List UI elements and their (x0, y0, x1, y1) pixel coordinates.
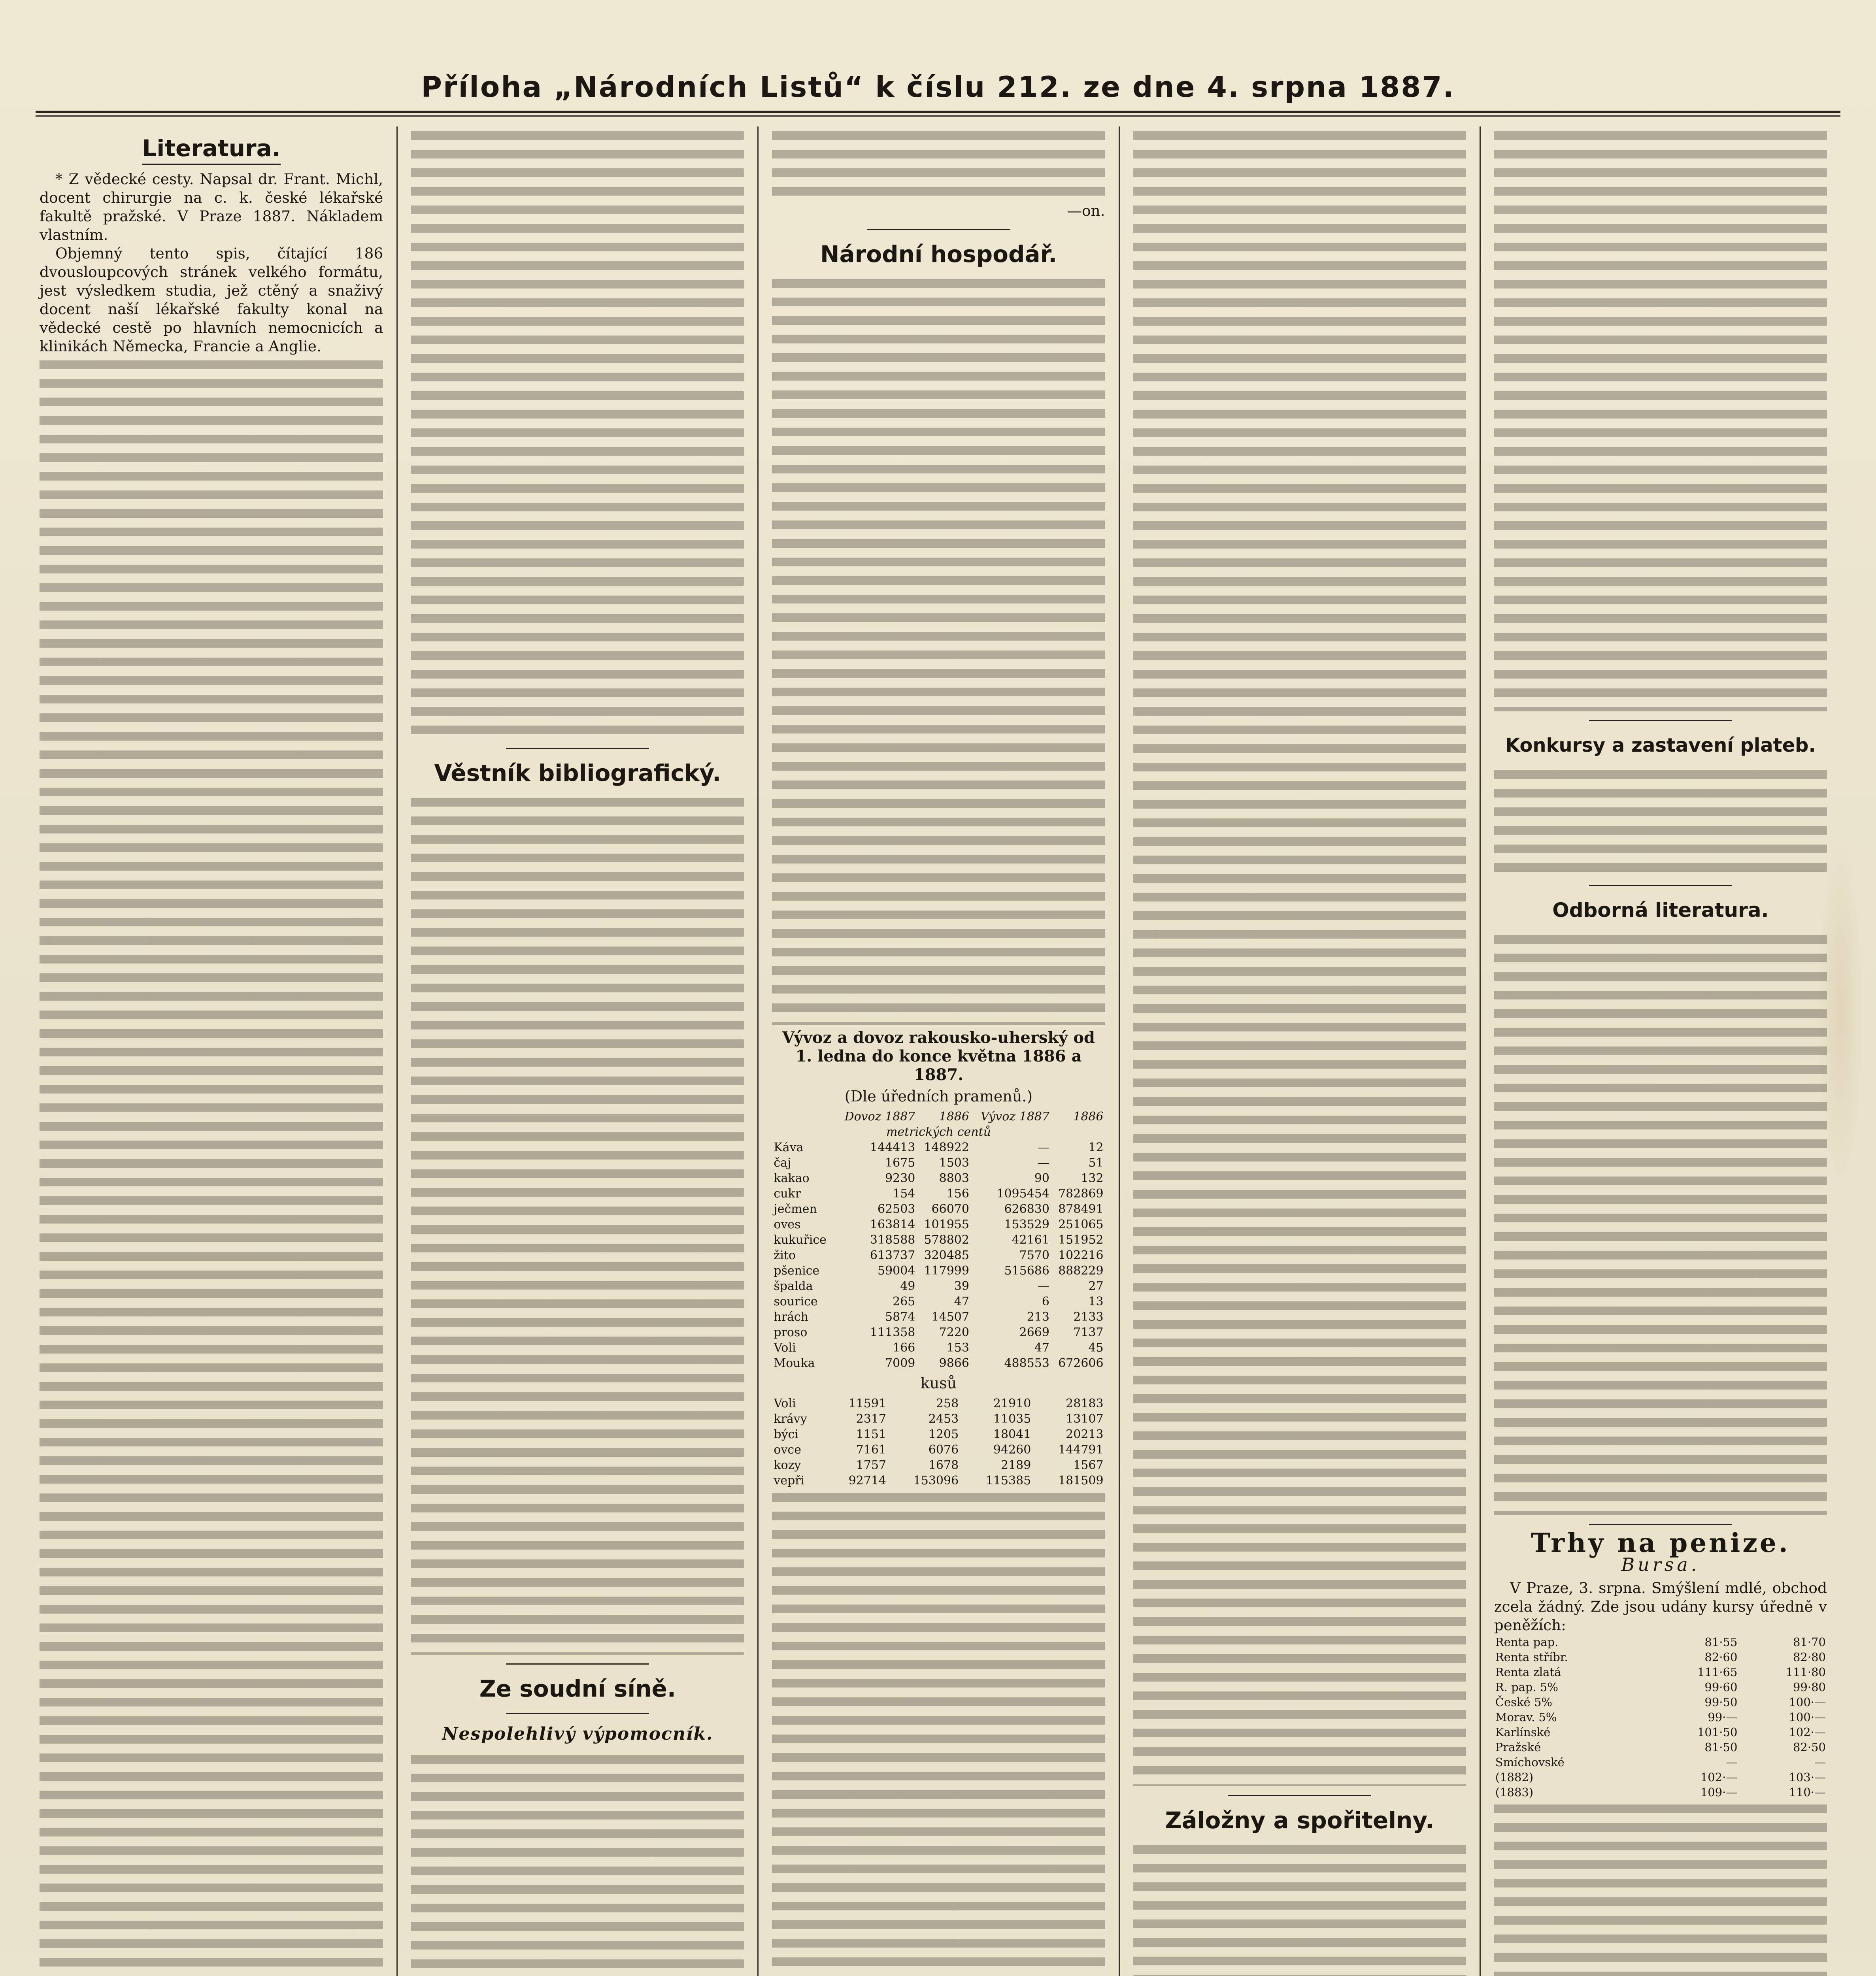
row-value: 90 (1034, 1171, 1049, 1185)
divider (867, 229, 1010, 230)
row-value: 144791 (1058, 1443, 1104, 1457)
row-value: 111358 (870, 1326, 915, 1339)
section-heading-konkursy: Konkursy a zastavení plateb. (1505, 734, 1816, 756)
row-label: kukuřice (774, 1233, 827, 1247)
row-value: 13 (1088, 1295, 1104, 1309)
row-value: 163814 (870, 1218, 915, 1231)
row-value: — (1037, 1156, 1049, 1170)
row-label: čaj (774, 1156, 791, 1170)
row-label: Smíchovské (1495, 1755, 1565, 1769)
article-text-block (1494, 126, 1827, 711)
trade-table-row (772, 1325, 1105, 1340)
exchange-row (1494, 1740, 1827, 1755)
article-text-block (40, 356, 383, 1976)
exchange-row (1494, 1785, 1827, 1800)
row-value: 28183 (1066, 1397, 1104, 1410)
column-1 (36, 126, 396, 1976)
exchange-row (1494, 1755, 1827, 1770)
row-value: 100·— (1789, 1710, 1826, 1724)
exchange-row (1494, 1770, 1827, 1785)
row-value: 117999 (924, 1264, 969, 1278)
row-value: 45 (1088, 1341, 1104, 1355)
divider (506, 1713, 649, 1714)
row-value: 9866 (939, 1356, 969, 1370)
row-value: 6 (1042, 1295, 1049, 1309)
exchange-row (1494, 1650, 1827, 1665)
court-report-text-block (411, 1750, 744, 1976)
row-value: 1095454 (997, 1187, 1049, 1201)
row-label: České 5% (1495, 1695, 1552, 1709)
section-heading-literatura: Literatura. (142, 133, 280, 165)
divider (1589, 1524, 1732, 1525)
divider (1589, 720, 1732, 721)
row-value: 148922 (924, 1141, 969, 1154)
row-value: — (1037, 1141, 1049, 1154)
row-label: špalda (774, 1279, 813, 1293)
row-value: 42161 (1012, 1233, 1049, 1247)
row-value: 82·60 (1704, 1650, 1738, 1664)
row-label: žito (774, 1248, 796, 1262)
livestock-table-row (772, 1457, 1105, 1473)
row-value: 1675 (885, 1156, 915, 1170)
row-label: kakao (774, 1171, 810, 1185)
row-value: 488553 (1004, 1356, 1049, 1370)
row-value: 12 (1088, 1141, 1104, 1154)
row-value: — (1726, 1755, 1738, 1769)
row-value: 102·— (1789, 1725, 1826, 1739)
trade-table-header: Dovoz 1887 1886 Vývoz 1887 1886 (844, 1110, 1104, 1124)
row-value: 66070 (931, 1202, 969, 1216)
section-heading-zalozny: Záložny a spořitelny. (1165, 1807, 1434, 1834)
exchange-row (1494, 1665, 1827, 1680)
trade-table-row (772, 1201, 1105, 1217)
row-value: 94260 (993, 1443, 1031, 1457)
livestock-table-row (772, 1442, 1105, 1457)
row-value: 7161 (856, 1443, 887, 1457)
row-label: (1883) (1495, 1786, 1534, 1799)
row-value: 181509 (1058, 1474, 1104, 1488)
row-value: 51 (1088, 1156, 1104, 1170)
livestock-table-row (772, 1473, 1105, 1488)
row-value: 62503 (877, 1202, 915, 1216)
subheading-bursa: Bursa. (1621, 1554, 1700, 1575)
exchange-row (1494, 1710, 1827, 1725)
trade-table-row (772, 1186, 1105, 1201)
review-paragraph: Objemný tento spis, čítající 186 dvousloupcových stránek velkého formátu, jest výsledkem studia, jež ctěný a snaživý docent naší lékařské fakulty konal na vědecké cestě po hlavních nemocnicích a klinikách Německa, Francie a Anglie. (40, 245, 383, 355)
livestock-table (772, 1396, 1105, 1488)
livestock-table-row (772, 1396, 1105, 1411)
exchange-row (1494, 1680, 1827, 1695)
row-value: 5874 (885, 1310, 915, 1324)
row-value: 101955 (924, 1218, 969, 1231)
row-value: 1205 (928, 1427, 959, 1441)
row-label: Morav. 5% (1495, 1710, 1557, 1724)
exchange-row (1494, 1635, 1827, 1650)
row-value: 102216 (1058, 1248, 1104, 1262)
row-value: 2189 (1001, 1458, 1031, 1472)
exchange-row (1494, 1695, 1827, 1710)
row-value: 153096 (913, 1474, 959, 1488)
row-value: 166 (893, 1341, 915, 1355)
subheading-vypomocnik: Nespolehlivý výpomocník. (442, 1724, 713, 1744)
row-value: 101·50 (1697, 1725, 1738, 1739)
row-value: 18041 (993, 1427, 1031, 1441)
divider (506, 748, 649, 749)
row-label: Renta pap. (1495, 1635, 1559, 1649)
divider (1589, 885, 1732, 886)
row-value: 115385 (985, 1474, 1031, 1488)
row-value: 47 (954, 1295, 969, 1309)
row-value: 251065 (1058, 1218, 1104, 1231)
row-value: 20213 (1066, 1427, 1104, 1441)
trade-table-row (772, 1140, 1105, 1155)
row-label: Karlínské (1495, 1725, 1551, 1739)
row-value: 153 (946, 1341, 969, 1355)
row-value: 49 (900, 1279, 915, 1293)
row-label: Renta zlatá (1495, 1665, 1561, 1679)
trade-table-row (772, 1263, 1105, 1278)
row-label: Voli (774, 1397, 796, 1410)
row-value: 2453 (928, 1412, 959, 1426)
row-value: 515686 (1004, 1264, 1049, 1278)
row-value: 21910 (993, 1397, 1031, 1410)
row-value: 81·70 (1793, 1635, 1826, 1649)
row-value: 626830 (1004, 1202, 1049, 1216)
row-value: — (1814, 1755, 1826, 1769)
section-heading-trhy: Trhy na penize. (1531, 1527, 1790, 1558)
row-value: 81·50 (1704, 1740, 1738, 1754)
row-value: 153529 (1004, 1218, 1049, 1231)
columns (36, 126, 1840, 1976)
row-label: proso (774, 1326, 808, 1339)
row-value: 99·60 (1704, 1680, 1738, 1694)
row-value: 13107 (1066, 1412, 1104, 1426)
row-value: 59004 (877, 1264, 915, 1278)
row-label: kozy (774, 1458, 801, 1472)
trade-table-row (772, 1217, 1105, 1232)
supplement-title: Příloha „Národních Listů“ k číslu 212. ze dne 4. srpna 1887. (421, 70, 1455, 104)
row-value: — (1037, 1279, 1049, 1293)
column-5 (1480, 126, 1840, 1976)
row-value: 110·— (1789, 1786, 1826, 1799)
trade-table-row (772, 1171, 1105, 1186)
row-value: 102·— (1700, 1770, 1738, 1784)
row-label: Káva (774, 1141, 804, 1154)
row-value: 156 (946, 1187, 969, 1201)
row-value: 111·80 (1785, 1665, 1826, 1679)
row-label: býci (774, 1427, 798, 1441)
row-value: 39 (954, 1279, 969, 1293)
trade-table-row (772, 1232, 1105, 1248)
row-value: 213 (1027, 1310, 1049, 1324)
exchange-row (1494, 1725, 1827, 1740)
trade-table-row (772, 1155, 1105, 1171)
row-value: 265 (893, 1295, 915, 1309)
row-label: vepři (774, 1474, 805, 1488)
livestock-table-row (772, 1427, 1105, 1442)
row-value: 7137 (1073, 1326, 1104, 1339)
row-value: 81·55 (1704, 1635, 1738, 1649)
row-value: 151952 (1058, 1233, 1104, 1247)
column-3 (757, 126, 1118, 1976)
article-text-block (772, 126, 1105, 202)
row-value: 672606 (1058, 1356, 1104, 1370)
bankruptcy-text-block (1494, 766, 1827, 876)
trade-table-row (772, 1356, 1105, 1371)
banks-text-block (1133, 1840, 1466, 1976)
article-text-block (411, 126, 744, 739)
article-text-block (1133, 126, 1466, 1786)
exchange-continuation (1494, 1800, 1827, 1976)
trade-table-unit-kusu: kusů (920, 1375, 957, 1392)
row-value: 99·80 (1793, 1680, 1826, 1694)
row-value: 578802 (924, 1233, 969, 1247)
row-value: 878491 (1058, 1202, 1104, 1216)
economy-text-block (772, 274, 1105, 1025)
row-value: 109·— (1700, 1786, 1738, 1799)
row-label: Renta stříbr. (1495, 1650, 1568, 1664)
trade-table-row (772, 1278, 1105, 1294)
row-value: 111·65 (1697, 1665, 1738, 1679)
row-value: 100·— (1789, 1695, 1826, 1709)
row-value: 1151 (856, 1427, 887, 1441)
column-4 (1119, 126, 1480, 1976)
row-value: 613737 (870, 1248, 915, 1262)
row-label: Mouka (774, 1356, 815, 1370)
signature: —on. (1067, 202, 1105, 219)
row-value: 82·50 (1793, 1740, 1826, 1754)
row-value: 2317 (856, 1412, 887, 1426)
row-label: pšenice (774, 1264, 820, 1278)
trade-table-row (772, 1309, 1105, 1325)
row-value: 9230 (885, 1171, 915, 1185)
row-value: 14507 (931, 1310, 969, 1324)
row-value: 1503 (939, 1156, 969, 1170)
row-value: 2133 (1073, 1310, 1104, 1324)
row-value: 888229 (1058, 1264, 1104, 1278)
row-value: 1678 (928, 1458, 959, 1472)
row-label: ovce (774, 1443, 801, 1457)
divider (1228, 1795, 1371, 1796)
row-value: 132 (1081, 1171, 1104, 1185)
row-label: hrách (774, 1310, 809, 1324)
masthead-rule (36, 115, 1840, 117)
trade-table (772, 1109, 1105, 1371)
row-label: (1882) (1495, 1770, 1534, 1784)
row-value: 82·80 (1793, 1650, 1826, 1664)
trade-table-title: Vývoz a dovoz rakousko-uherský od 1. ledna do konce května 1886 a 1887. (782, 1028, 1095, 1084)
row-value: 7220 (939, 1326, 969, 1339)
row-label: oves (774, 1218, 801, 1231)
divider (506, 1663, 649, 1665)
row-value: 11591 (848, 1397, 887, 1410)
row-value: 258 (936, 1397, 959, 1410)
row-value: 2669 (1019, 1326, 1049, 1339)
trade-table-row (772, 1248, 1105, 1263)
livestock-table-row (772, 1411, 1105, 1427)
row-value: 1757 (856, 1458, 887, 1472)
trade-table-unit: metrických centů (886, 1125, 991, 1139)
row-value: 99·— (1708, 1710, 1738, 1724)
masthead (36, 67, 1840, 113)
section-heading-soudni-sin: Ze soudní síně. (479, 1675, 676, 1702)
row-value: 103·— (1789, 1770, 1826, 1784)
row-label: R. pap. 5% (1495, 1680, 1558, 1694)
section-heading-narodni-hospodar: Národní hospodář. (820, 241, 1057, 268)
row-value: 47 (1034, 1341, 1049, 1355)
trade-table-row (772, 1294, 1105, 1309)
column-2 (396, 126, 757, 1976)
row-value: 7009 (885, 1356, 915, 1370)
row-value: 1567 (1073, 1458, 1104, 1472)
row-label: Voli (774, 1341, 796, 1355)
row-value: 8803 (939, 1171, 969, 1185)
prague-exchange-table (1494, 1635, 1827, 1800)
row-value: 7570 (1019, 1248, 1049, 1262)
section-heading-odborna-literatura: Odborná literatura. (1552, 899, 1769, 922)
row-value: 92714 (848, 1474, 887, 1488)
bursa-intro: V Praze, 3. srpna. Smýšlení mdlé, obchod zcela žádný. Zde jsou udány kursy úředně v peněžích: (1494, 1579, 1827, 1634)
trade-table-row (772, 1340, 1105, 1356)
row-value: 154 (893, 1187, 915, 1201)
row-value: 11035 (993, 1412, 1031, 1426)
row-value: 99·50 (1704, 1695, 1738, 1709)
bibliography-text-block (411, 793, 744, 1655)
row-value: 318588 (870, 1233, 915, 1247)
section-heading-vestnik: Věstník bibliografický. (434, 760, 721, 786)
row-label: sourice (774, 1295, 818, 1309)
row-value: 320485 (924, 1248, 969, 1262)
trade-table-subtitle: (Dle úředních pramenů.) (844, 1088, 1033, 1105)
review-lead: * Z vědecké cesty. Napsal dr. Frant. Michl, docent chirurgie na c. k. české lékařské fakultě pražské. V Praze 1887. Nákladem vlastním. (40, 170, 383, 243)
row-label: ječmen (774, 1202, 817, 1216)
literature-text-block (1494, 930, 1827, 1515)
table-continuation (772, 1488, 1105, 1976)
row-value: 6076 (928, 1443, 959, 1457)
row-value: 27 (1088, 1279, 1104, 1293)
row-label: Pražské (1495, 1740, 1541, 1754)
row-label: cukr (774, 1187, 801, 1201)
row-value: 144413 (870, 1141, 915, 1154)
row-value: 782869 (1058, 1187, 1104, 1201)
row-label: krávy (774, 1412, 807, 1426)
